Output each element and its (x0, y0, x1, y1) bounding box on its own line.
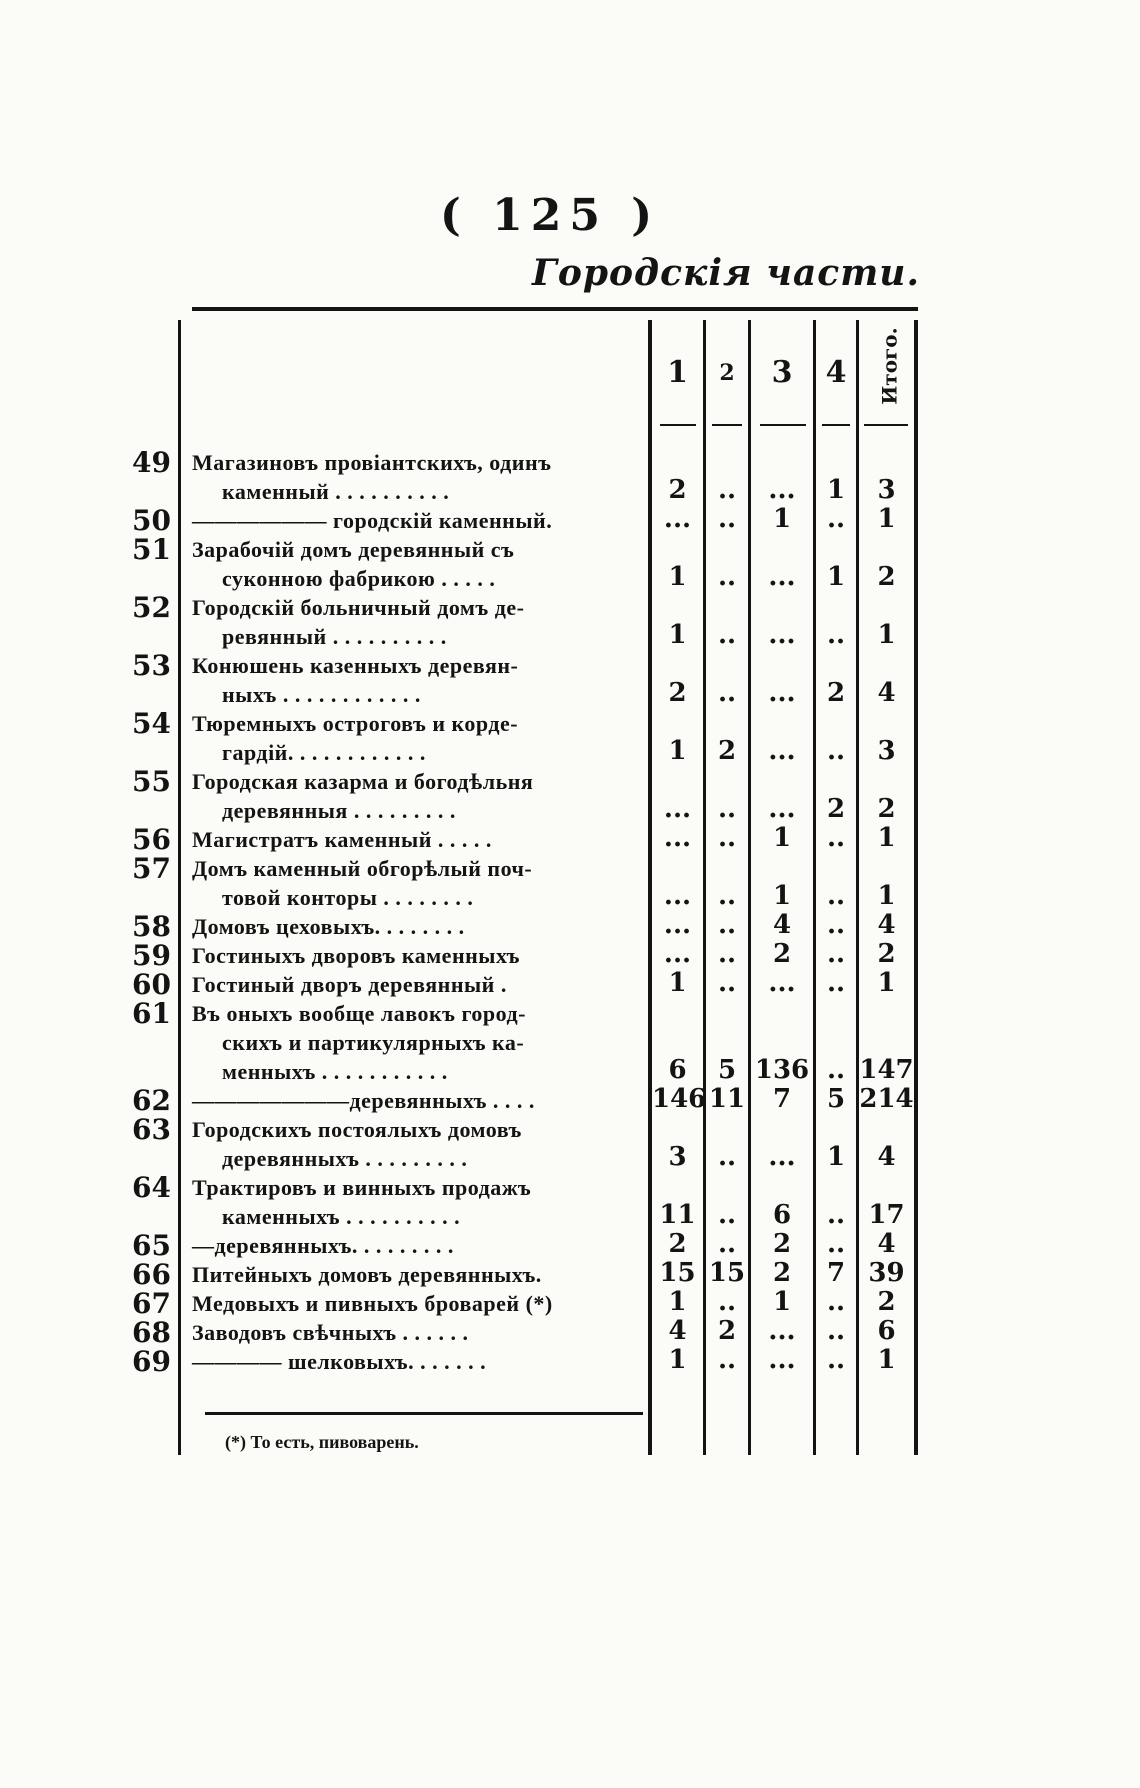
table-row (0, 767, 1140, 825)
cell-col-2: .. (717, 881, 737, 911)
cell-col-3: ... (768, 475, 796, 505)
cell-col-4: .. (826, 881, 846, 911)
cell-col-5: 4 (877, 678, 896, 708)
cell-col-2: .. (717, 823, 737, 853)
row-label (192, 999, 642, 1086)
cell-col-4: 1 (826, 1142, 846, 1172)
cell-col-1: 15 (659, 1258, 696, 1288)
cell-col-5: 2 (877, 562, 896, 592)
table-row (0, 1347, 1140, 1376)
header-dash (822, 424, 850, 426)
cell-col-3: 1 (772, 823, 792, 853)
cell-col-4: .. (826, 1287, 846, 1317)
column-header-4: 4 (825, 355, 847, 390)
row-label-line: Въ оныхъ вообще лавокъ город- (192, 1001, 526, 1026)
row-number: 65 (132, 1229, 171, 1262)
cell-col-2: .. (717, 1287, 737, 1317)
cell-col-3: 2 (772, 1229, 792, 1259)
cell-col-5: 17 (868, 1200, 905, 1230)
row-label-line: каменный . . . . . . . . . . (222, 479, 450, 504)
cell-col-2: 15 (708, 1258, 746, 1288)
table-row (0, 1115, 1140, 1173)
cell-col-2: .. (717, 1142, 737, 1172)
cell-col-3: 136 (754, 1055, 810, 1085)
cell-col-4: .. (826, 1316, 846, 1346)
cell-col-4: 2 (826, 794, 846, 824)
row-label (192, 1347, 642, 1376)
cell-col-1: 146 (652, 1084, 707, 1114)
row-label (192, 912, 642, 941)
cell-col-3: ... (768, 794, 796, 824)
cell-col-1: 11 (659, 1200, 696, 1230)
row-label-line: Магазиновъ провіантскихъ, одинъ (192, 450, 552, 475)
row-label-line: Гостиный дворъ деревянный . (192, 972, 507, 997)
table-row (0, 1173, 1140, 1231)
table-row (0, 1231, 1140, 1260)
cell-col-2: .. (717, 1200, 737, 1230)
cell-col-3: ... (768, 620, 796, 650)
cell-col-5: 39 (868, 1258, 905, 1288)
row-label-line: Тюремныхъ остроговъ и корде- (192, 711, 519, 736)
cell-col-4: .. (826, 910, 846, 940)
cell-col-3: 6 (772, 1200, 792, 1230)
cell-col-3: ... (768, 1316, 796, 1346)
header-dash (864, 424, 908, 426)
cell-col-2: .. (717, 939, 737, 969)
cell-col-1: ... (663, 910, 692, 940)
cell-col-2: .. (717, 620, 737, 650)
row-label (192, 535, 642, 593)
row-number: 66 (132, 1258, 171, 1291)
footnote: (*) То есть, пивоварень. (225, 1432, 419, 1452)
cell-col-5: 1 (877, 620, 896, 650)
row-label (192, 709, 642, 767)
cell-col-2: .. (717, 968, 737, 998)
table-row (0, 593, 1140, 651)
cell-col-5: 2 (877, 794, 896, 824)
cell-col-1: 3 (668, 1142, 687, 1172)
cell-col-1: ... (663, 794, 692, 824)
table-row (0, 941, 1140, 970)
row-number: 49 (132, 446, 171, 479)
row-label-line: деревянныя . . . . . . . . . (222, 798, 456, 823)
row-number: 53 (132, 649, 171, 682)
cell-col-4: .. (826, 1200, 846, 1230)
cell-col-4: .. (826, 1345, 846, 1375)
row-label (192, 1115, 642, 1173)
header-dash (712, 424, 742, 426)
cell-col-3: ... (768, 562, 796, 592)
row-label (192, 854, 642, 912)
row-label-line: скихъ и партикулярныхъ ка- (222, 1030, 525, 1055)
row-label-line: товой конторы . . . . . . . . (222, 885, 474, 910)
cell-col-1: 1 (668, 1287, 687, 1317)
cell-col-3: ... (768, 1345, 796, 1375)
row-label-line: Конюшень казенныхъ деревян- (192, 653, 519, 678)
cell-col-2: 5 (717, 1055, 737, 1085)
cell-col-1: 4 (668, 1316, 687, 1346)
row-number: 55 (132, 765, 171, 798)
cell-col-3: 2 (772, 939, 792, 969)
row-label (192, 767, 642, 825)
row-label-line: —————— городскій каменный. (192, 508, 553, 533)
row-label-line: Городская казарма и богодѣльня (192, 769, 534, 794)
row-number: 59 (132, 939, 171, 972)
cell-col-4: .. (826, 504, 846, 534)
row-label-line: гардій. . . . . . . . . . . . (222, 740, 426, 765)
cell-col-5: 1 (877, 823, 896, 853)
row-number: 67 (132, 1287, 171, 1320)
cell-col-4: .. (826, 823, 846, 853)
row-label-line: Городскій больничный домъ де- (192, 595, 525, 620)
row-label-line: Домовъ цеховыхъ. . . . . . . . (192, 914, 465, 939)
row-label (192, 593, 642, 651)
row-label-line: суконною фабрикою . . . . . (222, 566, 496, 591)
row-number: 50 (132, 504, 171, 537)
cell-col-3: ... (768, 736, 796, 766)
row-label-line: Городскихъ постоялыхъ домовъ (192, 1117, 522, 1142)
table-row (0, 1318, 1140, 1347)
cell-col-1: 2 (668, 1229, 687, 1259)
cell-col-5: 1 (877, 504, 896, 534)
cell-col-3: ... (768, 968, 796, 998)
row-label (192, 1086, 642, 1115)
cell-col-4: .. (826, 1229, 846, 1259)
row-label (192, 1260, 642, 1289)
header-dash (760, 424, 806, 426)
cell-col-4: 5 (826, 1084, 846, 1114)
row-label-line: ———————деревянныхъ . . . . (192, 1088, 535, 1113)
cell-col-2: 2 (717, 1316, 737, 1346)
row-label (192, 941, 642, 970)
cell-col-1: 1 (668, 968, 687, 998)
cell-col-3: 1 (772, 881, 792, 911)
bottom-rule (205, 1412, 643, 1415)
column-header-3: 3 (771, 355, 793, 390)
row-label-line: —деревянныхъ. . . . . . . . . (192, 1233, 454, 1258)
cell-col-4: .. (826, 620, 846, 650)
row-label (192, 651, 642, 709)
row-number: 51 (132, 533, 171, 566)
cell-col-5: 4 (877, 910, 896, 940)
section-title: Городскія части. (531, 252, 920, 294)
cell-col-1: 6 (668, 1055, 687, 1085)
cell-col-3: 7 (772, 1084, 792, 1114)
row-label-line: Трактировъ и винныхъ продажъ (192, 1175, 532, 1200)
cell-col-1: ... (663, 823, 692, 853)
cell-col-1: ... (663, 881, 692, 911)
cell-col-2: .. (717, 678, 737, 708)
cell-col-1: 2 (668, 475, 687, 505)
row-label (192, 1231, 642, 1260)
row-label (192, 1173, 642, 1231)
cell-col-3: 4 (772, 910, 792, 940)
row-label-line: Домъ каменный обгорѣлый поч- (192, 856, 533, 881)
row-label-line: ныхъ . . . . . . . . . . . . (222, 682, 421, 707)
cell-col-5: 1 (877, 968, 896, 998)
row-number: 60 (132, 968, 171, 1001)
cell-col-4: .. (826, 1055, 846, 1085)
cell-col-5: 214 (859, 1084, 914, 1114)
row-number: 58 (132, 910, 171, 943)
table-row (0, 651, 1140, 709)
table-row (0, 506, 1140, 535)
table-row (0, 448, 1140, 506)
table-row (0, 709, 1140, 767)
cell-col-2: .. (717, 475, 737, 505)
cell-col-3: ... (768, 1142, 796, 1172)
row-label (192, 1318, 642, 1347)
cell-col-5: 3 (877, 475, 896, 505)
cell-col-5: 2 (877, 1287, 896, 1317)
cell-col-2: .. (717, 504, 737, 534)
row-label (192, 970, 642, 999)
cell-col-2: .. (717, 1229, 737, 1259)
row-label-line: Заводовъ свѣчныхъ . . . . . . (192, 1320, 469, 1345)
row-number: 62 (132, 1084, 171, 1117)
row-number: 64 (132, 1171, 171, 1204)
table-row (0, 535, 1140, 593)
cell-col-4: 1 (826, 475, 846, 505)
cell-col-2: .. (717, 1345, 737, 1375)
row-number: 57 (132, 852, 171, 885)
cell-col-5: 4 (877, 1142, 896, 1172)
cell-col-4: .. (826, 736, 846, 766)
cell-col-1: ... (663, 504, 692, 534)
column-header-total (872, 318, 908, 414)
column-header-total-label: Итого. (878, 327, 902, 405)
cell-col-5: 2 (877, 939, 896, 969)
table-row (0, 912, 1140, 941)
row-number: 69 (132, 1345, 171, 1378)
top-rule (192, 307, 918, 311)
cell-col-5: 147 (859, 1055, 914, 1085)
table-row (0, 825, 1140, 854)
row-label-line: ———— шелковыхъ. . . . . . . (192, 1349, 487, 1374)
cell-col-5: 4 (877, 1229, 896, 1259)
cell-col-5: 3 (877, 736, 896, 766)
cell-col-3: 1 (772, 1287, 792, 1317)
row-label (192, 448, 642, 506)
cell-col-5: 1 (877, 881, 896, 911)
cell-col-4: 2 (826, 678, 846, 708)
table-body (0, 448, 1140, 1376)
row-label-line: ревянный . . . . . . . . . . (222, 624, 447, 649)
cell-col-5: 6 (877, 1316, 896, 1346)
row-label-line: Медовыхъ и пивныхъ броварей (*) (192, 1291, 553, 1316)
cell-col-4: 1 (826, 562, 846, 592)
cell-col-2: 2 (717, 736, 737, 766)
row-label (192, 825, 642, 854)
cell-col-1: 1 (668, 620, 687, 650)
row-label-line: менныхъ . . . . . . . . . . . (222, 1059, 448, 1084)
cell-col-2: .. (717, 562, 737, 592)
row-label (192, 1289, 642, 1318)
table-row (0, 999, 1140, 1086)
table-row (0, 854, 1140, 912)
table-row (0, 1260, 1140, 1289)
cell-col-1: 2 (668, 678, 687, 708)
row-label-line: деревянныхъ . . . . . . . . . (222, 1146, 468, 1171)
table-row (0, 970, 1140, 999)
header-dash (660, 424, 696, 426)
column-header-1: 1 (667, 355, 688, 390)
cell-col-1: 1 (668, 562, 687, 592)
row-number: 63 (132, 1113, 171, 1146)
cell-col-3: 2 (772, 1258, 792, 1288)
page-number: ( 125 ) (440, 190, 661, 241)
table-row (0, 1086, 1140, 1115)
cell-col-1: ... (663, 939, 692, 969)
cell-col-5: 1 (877, 1345, 896, 1375)
cell-col-1: 1 (668, 1345, 687, 1375)
cell-col-4: 7 (826, 1258, 846, 1288)
row-label-line: каменныхъ . . . . . . . . . . (222, 1204, 461, 1229)
row-number: 61 (132, 997, 171, 1030)
row-label-line: Магистратъ каменный . . . . . (192, 827, 492, 852)
row-number: 54 (132, 707, 171, 740)
row-label-line: Зарабочій домъ деревянный съ (192, 537, 515, 562)
row-label-line: Питейныхъ домовъ деревянныхъ. (192, 1262, 542, 1287)
cell-col-1: 1 (668, 736, 687, 766)
cell-col-2: .. (717, 794, 737, 824)
cell-col-2: 11 (708, 1084, 746, 1114)
cell-col-4: .. (826, 939, 846, 969)
row-label (192, 506, 642, 535)
column-header-2: 2 (719, 360, 735, 386)
row-number: 52 (132, 591, 171, 624)
cell-col-4: .. (826, 968, 846, 998)
cell-col-3: 1 (772, 504, 792, 534)
table-row (0, 1289, 1140, 1318)
cell-col-3: ... (768, 678, 796, 708)
row-number: 56 (132, 823, 171, 856)
row-number: 68 (132, 1316, 171, 1349)
row-label-line: Гостиныхъ дворовъ каменныхъ (192, 943, 520, 968)
cell-col-2: .. (717, 910, 737, 940)
